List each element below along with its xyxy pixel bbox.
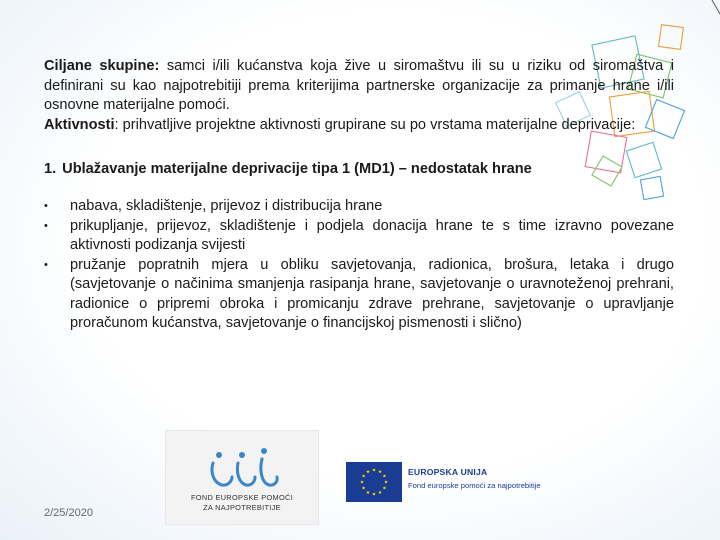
section-number: 1. xyxy=(44,161,57,177)
fund-logo-icon xyxy=(166,433,318,495)
eu-logo-subtitle: Fond europske pomoći za najpotrebitije xyxy=(408,481,541,490)
eu-star-icon xyxy=(378,490,382,493)
eu-star-icon xyxy=(366,490,370,493)
activities-paragraph xyxy=(44,116,674,136)
target-groups-paragraph xyxy=(44,57,674,116)
bullet-icon: • xyxy=(44,200,48,212)
eu-logo xyxy=(346,462,586,504)
slide-content xyxy=(44,57,674,334)
eu-star-icon xyxy=(360,480,364,483)
list-item xyxy=(44,197,674,217)
activity-list xyxy=(44,197,674,334)
list-item xyxy=(44,256,674,334)
target-groups-text: samci i/ili kućanstva koja žive u siromaštvu ili su u riziku od siromaštva i definirani su kao najpotrebitiji prema kriterijima partnerske organizacije za primanje hrane i/ili osnovne materijalne pomoći. xyxy=(44,58,674,113)
activities-text: : prihvatljive projektne aktivnosti grupirane su po vrstama materijalne deprivacije: xyxy=(114,116,636,133)
eu-flag-icon xyxy=(346,462,402,502)
list-item-text: pružanje popratnih mjera u obliku savjetovanja, radionica, brošura, letaka i drugo (savjetovanje o načinima smanjenja rasipanja hrane, savjetovanje o uravnoteženoj prehrani, radionice o pripremi obroka i promicanju zdrave prehrane, savjetovanje o upravljanje proračunom kućanstva, savjetovanje o financijskoj pismenosti i slično) xyxy=(70,256,674,331)
bullet-icon: • xyxy=(44,258,48,271)
list-item-text: prikupljanje, prijevoz, skladištenje i podjela donacija hrane te s time izravno povezane aktivnosti podizanja svijesti xyxy=(70,217,674,253)
eu-star-icon xyxy=(372,492,376,495)
eu-logo-title: EUROPSKA UNIJA xyxy=(408,467,488,477)
slide-date: 2/25/2020 xyxy=(44,507,93,519)
list-item-text: nabava, skladištenje, prijevoz i distribucija hrane xyxy=(70,198,383,214)
fund-logo xyxy=(165,430,319,525)
eu-star-icon xyxy=(362,474,366,477)
target-groups-label: Ciljane skupine: xyxy=(44,58,160,74)
eu-star-icon xyxy=(372,468,376,471)
list-item xyxy=(44,217,674,256)
eu-star-icon xyxy=(362,486,366,489)
eu-star-icon xyxy=(366,470,370,473)
section-heading xyxy=(44,159,674,179)
section-title: Ublažavanje materijalne deprivacije tipa 1 (MD1) – nedostatak hrane xyxy=(62,161,532,177)
eu-star-icon xyxy=(384,480,388,483)
fund-logo-line1: FOND EUROPSKE POMOĆI xyxy=(190,493,294,502)
activities-label: Aktivnosti xyxy=(44,116,115,133)
eu-star-icon xyxy=(383,474,387,477)
eu-star-icon xyxy=(383,486,387,489)
eu-star-icon xyxy=(378,470,382,473)
bullet-icon: • xyxy=(44,219,48,232)
fund-logo-line2: ZA NAJPOTREBITIJE xyxy=(203,503,281,512)
